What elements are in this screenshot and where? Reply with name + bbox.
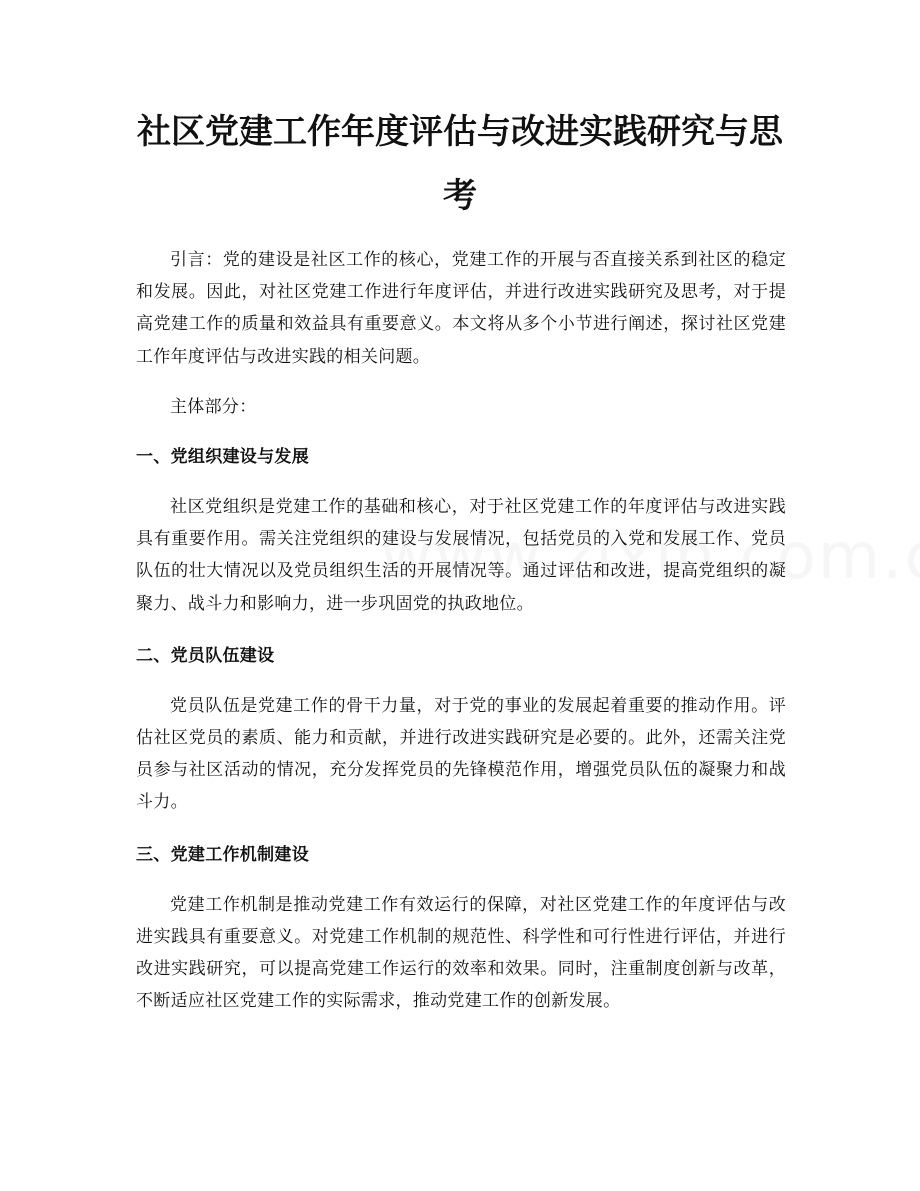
intro-paragraph: 引言：党的建设是社区工作的核心，党建工作的开展与否直接关系到社区的稳定和发展。因此，对社区党建工作进行年度评估，并进行改进实践研究及思考，对于提高党建工作的质量和效益具有重要意义。本文将从多个小节进行阐述，探讨社区党建工作年度评估与改进实践的相关问题。: [136, 250, 786, 367]
document-title: [0, 100, 920, 228]
section-heading-3: 三、党建工作机制建设: [136, 844, 309, 865]
title-line-2: 考: [443, 176, 477, 216]
section-body-2: 党员队伍是党建工作的骨干力量，对于党的事业的发展起着重要的推动作用。评估社区党员的素质、能力和贡献，并进行改进实践研究是必要的。此外，还需关注党员参与社区活动的情况，充分发挥党员的先锋模范作用，增强党员队伍的凝聚力和战斗力。: [136, 695, 786, 813]
main-label: 主体部分：: [170, 396, 257, 417]
section-heading-2: 二、党员队伍建设: [136, 645, 275, 666]
document-body: [136, 244, 786, 1017]
section-body-3: 党建工作机制是推动党建工作有效运行的保障，对社区党建工作的年度评估与改进实践具有重要意义。对党建工作机制的规范性、科学性和可行性进行评估，并进行改进实践研究，可以提高党建工作运行的效率和效果。同时，注重制度创新与改革，不断适应社区党建工作的实际需求，推动党建工作的创新发展。: [136, 894, 786, 1012]
section-body-1: 社区党组织是党建工作的基础和核心，对于社区党建工作的年度评估与改进实践具有重要作用。需关注党组织的建设与发展情况，包括党员的入党和发展工作、党员队伍的壮大情况以及党员组织生活的开展情况等。通过评估和改进，提高党组织的凝聚力、战斗力和影响力，进一步巩固党的执政地位。: [136, 497, 786, 614]
title-line-1: 社区党建工作年度评估与改进实践研究与思: [137, 112, 783, 152]
section-heading-1: 一、党组织建设与发展: [136, 447, 309, 468]
